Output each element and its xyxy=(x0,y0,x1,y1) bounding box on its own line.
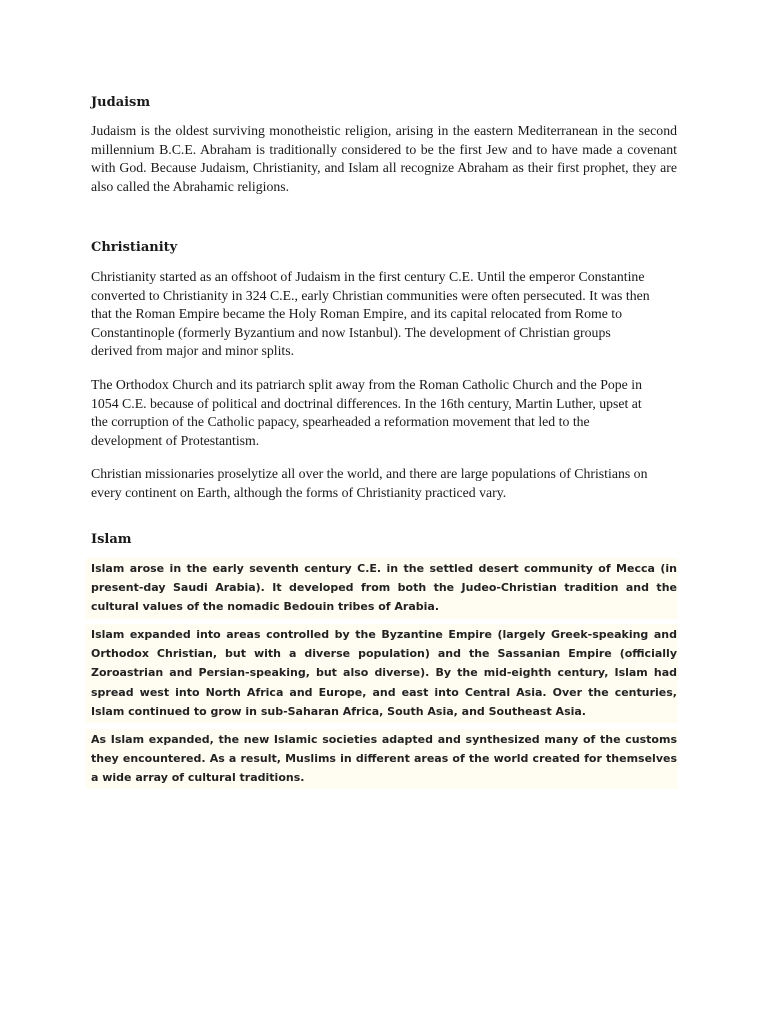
paragraph-christianity-3: Christian missionaries proselytize all over the world, and there are large populations of Christians on every continent on Earth, although the forms of Christianity practiced vary. xyxy=(91,466,648,500)
heading-judaism: Judaism xyxy=(91,95,151,110)
paragraph-judaism-1: Judaism is the oldest surviving monotheistic religion, arising in the eastern Mediterranean in the second millennium B.C.E. Abraham is traditionally considered to be the first Jew and to have made a covenant with God. Because Judaism, Christianity, and Islam all recognize Abraham as their first prophet, they are also called the Abrahamic religions. xyxy=(91,123,677,194)
paragraph-islam-1: Islam arose in the early seventh century C.E. in the settled desert community of Mecca (in present-day Saudi Arabia). It developed from both the Judeo-Christian tradition and the cultural values of the nomadic Bedouin tribes of Arabia. xyxy=(91,562,677,614)
paragraph-islam-2: Islam expanded into areas controlled by the Byzantine Empire (largely Greek-speaking and Orthodox Christian, but with a diverse population) and the Sassanian Empire (officially Zoroastrian and Persian-speaking, but also diverse). By the mid-eighth century, Islam had spread west into North Africa and Europe, and east into Central Asia. Over the centuries, Islam continued to grow in sub-Saharan Africa, South Asia, and Southeast Asia. xyxy=(91,628,677,718)
paragraph-christianity-1: Christianity started as an offshoot of Judaism in the first century C.E. Until the emperor Constantine converted to Christianity in 324 C.E., early Christian communities were often persecuted. It was then that the Roman Empire became the Holy Roman Empire, and its capital relocated from Rome to Constantinople (formerly Byzantium and now Istanbul). The development of Christian groups derived from major and minor splits. xyxy=(91,269,650,358)
paragraph-christianity-2: The Orthodox Church and its patriarch split away from the Roman Catholic Church and the Pope in 1054 C.E. because of political and doctrinal differences. In the 16th century, Martin Luther, upset at the corruption of the Catholic papacy, spearheaded a reformation movement that led to the development of Protestantism. xyxy=(91,377,642,448)
heading-islam: Islam xyxy=(91,532,132,547)
paragraph-islam-3: As Islam expanded, the new Islamic societies adapted and synthesized many of the customs they encountered. As a result, Muslims in different areas of the world created for themselves a wide array of cultural traditions. xyxy=(91,733,677,785)
heading-christianity: Christianity xyxy=(91,240,178,255)
